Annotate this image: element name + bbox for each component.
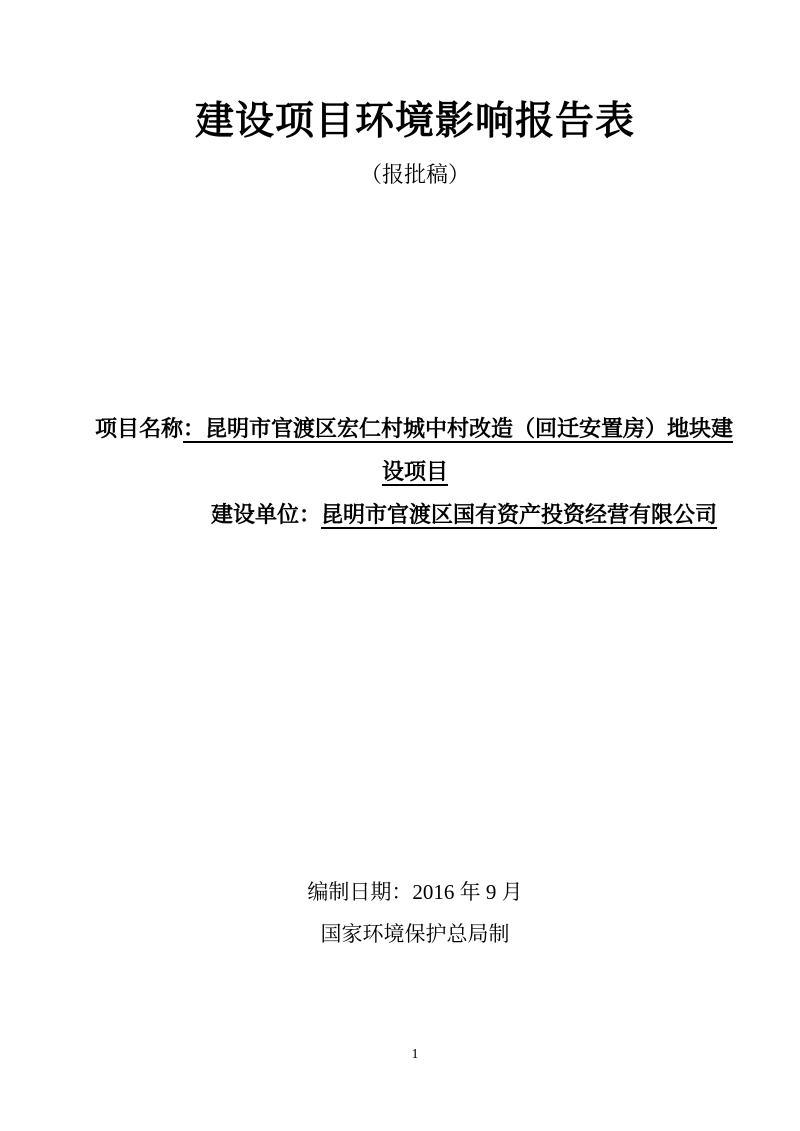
construction-unit-label: 建设单位： bbox=[211, 502, 322, 527]
project-info-block bbox=[95, 407, 735, 536]
page-number: 1 bbox=[411, 1047, 419, 1062]
project-name-label: 项目名称 bbox=[95, 416, 184, 441]
project-name-value-line1: ：昆明市官渡区宏仁村城中村改造（回迁安置房）地块建 bbox=[183, 416, 734, 441]
compile-date: 编制日期：2016 年 9 月 bbox=[307, 880, 523, 904]
document-title: 建设项目环境影响报告表 bbox=[194, 100, 635, 143]
issuer: 国家环境保护总局制 bbox=[320, 922, 510, 946]
project-name-value-line2: 设项目 bbox=[381, 459, 448, 484]
project-name-continuation-line bbox=[95, 450, 735, 493]
content-column bbox=[95, 0, 735, 1131]
project-name-line bbox=[95, 407, 735, 450]
document-subtitle: （报批稿） bbox=[359, 162, 470, 187]
footer-block bbox=[95, 871, 735, 955]
construction-unit-line bbox=[95, 493, 735, 536]
construction-unit-value: 昆明市官渡区国有资产投资经营有限公司 bbox=[321, 502, 718, 527]
